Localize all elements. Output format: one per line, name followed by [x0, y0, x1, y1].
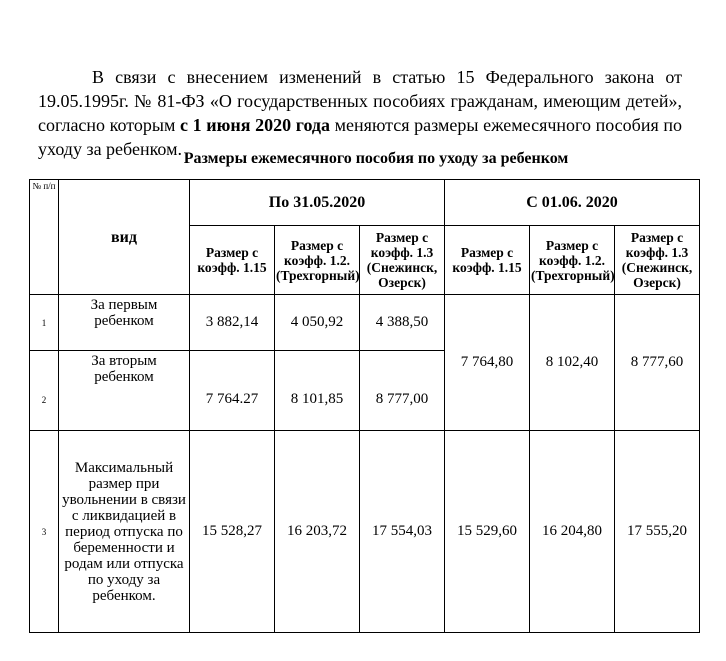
row-name: За вторым ребенком — [59, 351, 190, 431]
row-name: За первым ребенком — [59, 295, 190, 351]
value-cell-merged: 7 764,80 — [445, 295, 530, 431]
intro-text-end: меняются размеры ежемесячного пособия по уходу за ребенком. — [38, 115, 683, 159]
value-cell: 16 203,72 — [275, 431, 360, 633]
value-cell: 8 101,85 — [275, 351, 360, 431]
table-row — [30, 431, 700, 633]
intro-paragraph — [38, 65, 682, 161]
header-coef-1-3-before: Размер с коэфф. 1.3 (Снежинск, Озерск) — [360, 226, 445, 295]
value-cell: 8 777,00 — [360, 351, 445, 431]
row-num: 3 — [30, 431, 59, 633]
row-name: Максимальный размер при увольнении в связи с ликвидацией в период отпуска по беременности и родам или отпуска по уходу за ребенком. — [59, 431, 190, 633]
value-cell: 4 050,92 — [275, 295, 360, 351]
header-coef-1-3-after: Размер с коэфф. 1.3 (Снежинск, Озерск) — [615, 226, 700, 295]
header-kind: вид — [59, 180, 190, 295]
table-row — [30, 295, 700, 351]
header-period-after: С 01.06. 2020 — [445, 180, 700, 226]
value-cell: 17 555,20 — [615, 431, 700, 633]
header-num: № п/п — [30, 180, 59, 295]
row-num: 1 — [30, 295, 59, 351]
table-title: Размеры ежемесячного пособия по уходу за ребенком — [183, 150, 569, 167]
header-period-before: По 31.05.2020 — [190, 180, 445, 226]
value-cell: 3 882,14 — [190, 295, 275, 351]
benefits-table — [29, 179, 700, 633]
value-cell: 7 764.27 — [190, 351, 275, 431]
header-coef-1-2-after: Размер с коэфф. 1.2. (Трехгорный) — [530, 226, 615, 295]
header-coef-1-15-before: Размер с коэфф. 1.15 — [190, 226, 275, 295]
value-cell-merged: 8 777,60 — [615, 295, 700, 431]
header-coef-1-2-before: Размер с коэфф. 1.2. (Трехгорный) — [275, 226, 360, 295]
value-cell-merged: 8 102,40 — [530, 295, 615, 431]
value-cell: 15 529,60 — [445, 431, 530, 633]
header-coef-1-15-after: Размер с коэфф. 1.15 — [445, 226, 530, 295]
value-cell: 17 554,03 — [360, 431, 445, 633]
value-cell: 16 204,80 — [530, 431, 615, 633]
header-row-periods — [30, 180, 700, 226]
intro-text-start: В связи с внесением изменений в статью 15 Федерального закона от 19.05.1995г. № 81-ФЗ «О государственных пособиях гражданам, имеющим детей», согласно которым — [38, 67, 682, 135]
value-cell: 4 388,50 — [360, 295, 445, 351]
row-num: 2 — [30, 351, 59, 431]
intro-date-bold: с 1 июня 2020 года — [180, 115, 331, 135]
value-cell: 15 528,27 — [190, 431, 275, 633]
